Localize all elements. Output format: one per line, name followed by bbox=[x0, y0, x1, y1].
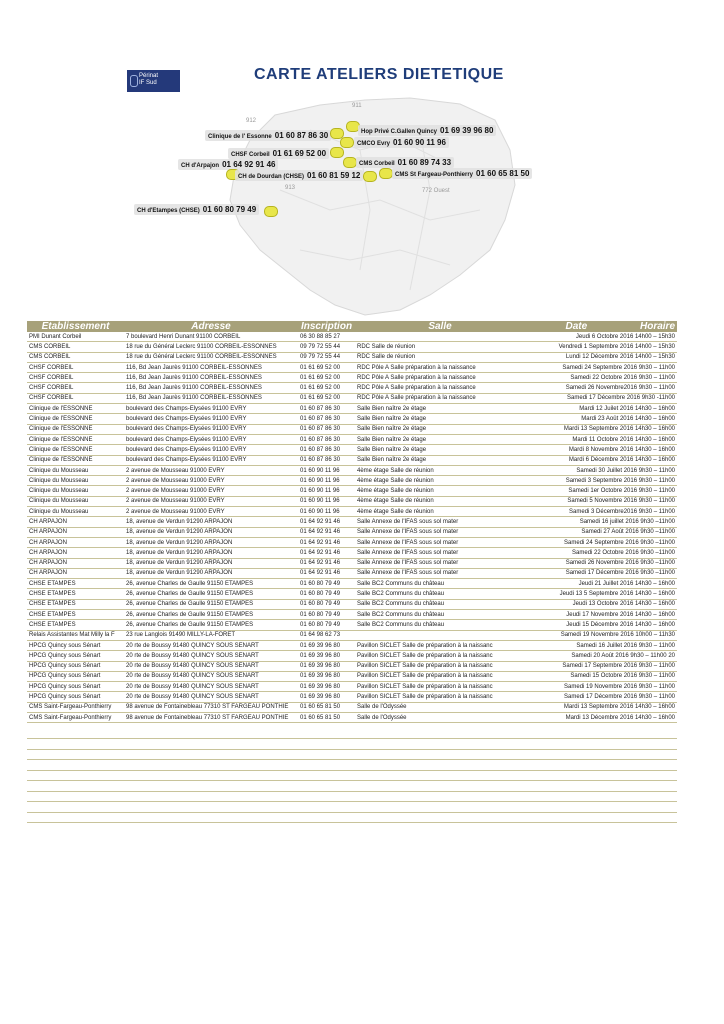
cell-etablissement: CH ARPAJON bbox=[27, 527, 124, 537]
cell-salle: RDC Salle de réunion bbox=[355, 352, 525, 362]
empty-table-line bbox=[27, 749, 677, 750]
cell-salle: Salle BC2 Communs du château bbox=[355, 589, 525, 599]
cell-date-horaire: Samedi 19 Novembre 2016 9h30 – 11h00 bbox=[525, 682, 677, 692]
cell-date-horaire: Samedi 17 Septembre 2016 9h30 – 11h00 bbox=[525, 661, 677, 671]
empty-table-line bbox=[27, 812, 677, 813]
col-header-date: Date bbox=[565, 321, 588, 332]
cell-date-horaire: Mardi 8 Novembre 2016 14h30 – 16h00 bbox=[525, 445, 677, 455]
cell-salle: RDC Pôle A Salle préparation à la naissance bbox=[355, 362, 525, 372]
cell-salle: Salle Annexe de l'IFAS sous sol mater bbox=[355, 568, 525, 578]
cell-date-horaire: Mardi 13 Septembre 2016 14h30 – 16h00 bbox=[525, 424, 677, 434]
cell-salle: Salle Annexe de l'IFAS sous sol mater bbox=[355, 558, 525, 568]
cell-inscription: 01 64 92 91 46 bbox=[298, 568, 355, 578]
location-dot-icon bbox=[264, 206, 278, 217]
cell-etablissement: Clinique du Mousseau bbox=[27, 496, 124, 506]
cell-adresse: 116, Bd Jean Jaurès 91100 CORBEIL-ESSONNES bbox=[124, 383, 298, 393]
cell-etablissement: CH ARPAJON bbox=[27, 568, 124, 578]
table-row bbox=[27, 558, 677, 568]
cell-etablissement: HPCG Quincy sous Sénart bbox=[27, 661, 124, 671]
table-row bbox=[27, 702, 677, 712]
cell-adresse: boulevard des Champs-Elysées 91100 EVRY bbox=[124, 434, 298, 444]
table-row bbox=[27, 434, 677, 444]
cell-salle: 4ème étage Salle de réunion bbox=[355, 496, 525, 506]
cell-date-horaire: Samedi 1er Octobre 2016 9h30 – 11h00 bbox=[525, 486, 677, 496]
cell-adresse: 18 rue du Général Leclerc 91100 CORBEIL-ESSONNES bbox=[124, 342, 298, 352]
cell-etablissement: CHSF CORBEIL bbox=[27, 373, 124, 383]
map-label: CMS Corbeil 01 60 89 74 33 bbox=[356, 157, 454, 168]
cell-etablissement: CMS CORBEIL bbox=[27, 342, 124, 352]
cell-date-horaire: Samedi 17 Décembre 2016 9h30 – 11h00 bbox=[525, 692, 677, 702]
cell-etablissement: Clinique du Mousseau bbox=[27, 465, 124, 475]
cell-date-horaire: Samedi 26 Novembre2016 9h30 – 11h00 bbox=[525, 383, 677, 393]
cell-salle: Salle Annexe de l'IFAS sous sol mater bbox=[355, 527, 525, 537]
cell-etablissement: Clinique de l'ESSONNE bbox=[27, 424, 124, 434]
table-row bbox=[27, 476, 677, 486]
cell-adresse: 2 avenue de Mousseau 91000 EVRY bbox=[124, 507, 298, 517]
cell-adresse: 20 rte de Boussy 91480 QUINCY SOUS SENART bbox=[124, 682, 298, 692]
page-title: CARTE ATELIERS DIETETIQUE bbox=[254, 66, 504, 83]
table-row bbox=[27, 640, 677, 650]
cell-inscription: 01 69 39 96 80 bbox=[298, 651, 355, 661]
cell-adresse: 2 avenue de Mousseau 91000 EVRY bbox=[124, 465, 298, 475]
cell-inscription: 01 64 92 91 46 bbox=[298, 527, 355, 537]
cell-salle: 4ème étage Salle de réunion bbox=[355, 476, 525, 486]
table-row bbox=[27, 568, 677, 578]
cell-etablissement: CMS Saint-Fargeau-Ponthierry bbox=[27, 702, 124, 712]
table-row bbox=[27, 589, 677, 599]
cell-etablissement: HPCG Quincy sous Sénart bbox=[27, 692, 124, 702]
cell-date-horaire: Jeudi 6 Octobre 2016 14h00 – 15h30 bbox=[525, 332, 677, 342]
cell-inscription: 01 69 39 96 80 bbox=[298, 640, 355, 650]
cell-salle: Pavillon SICLET Salle de préparation à la naissanc bbox=[355, 682, 525, 692]
col-header-salle: Salle bbox=[355, 321, 525, 332]
cell-adresse: 7 boulevard Henri Dunant 91100 CORBEIL bbox=[124, 332, 298, 342]
cell-adresse: boulevard des Champs-Elysées 91100 EVRY bbox=[124, 424, 298, 434]
cell-date-horaire: Samedi 20 Août 2016 9h30 – 11h00 20 bbox=[525, 651, 677, 661]
cell-salle: Salle Annexe de l'IFAS sous sol mater bbox=[355, 537, 525, 547]
cell-date-horaire: Samedi 3 Septembre 2016 9h30 – 11h00 bbox=[525, 476, 677, 486]
dept-label: 772 Ouest bbox=[422, 188, 450, 194]
cell-adresse: 116, Bd Jean Jaurès 91100 CORBEIL-ESSONNES bbox=[124, 362, 298, 372]
cell-date-horaire: Jeudi 13 5 Septembre 2016 14h30 – 16h00 bbox=[525, 589, 677, 599]
cell-adresse: 26, avenue Charles de Gaulle 91150 ETAMPES bbox=[124, 599, 298, 609]
cell-adresse: boulevard des Champs-Elysées 91100 EVRY bbox=[124, 404, 298, 414]
cell-etablissement: HPCG Quincy sous Sénart bbox=[27, 651, 124, 661]
cell-adresse: 18 rue du Général Leclerc 91100 CORBEIL-ESSONNES bbox=[124, 352, 298, 362]
cell-salle: RDC Pôle A Salle préparation à la naissance bbox=[355, 393, 525, 403]
cell-date-horaire: Samedi 5 Novembre 2016 9h30 – 11h00 bbox=[525, 496, 677, 506]
col-header-horaire: Horaire bbox=[639, 321, 675, 332]
cell-salle bbox=[355, 630, 525, 640]
cell-adresse: 116, Bd Jean Jaurès 91100 CORBEIL-ESSONNES bbox=[124, 373, 298, 383]
cell-adresse: 98 avenue de Fontainebleau 77310 ST FARGEAU PONTHIE bbox=[124, 702, 298, 712]
cell-adresse: 26, avenue Charles de Gaulle 91150 ETAMPES bbox=[124, 610, 298, 620]
cell-salle: Pavillon SICLET Salle de préparation à la naissanc bbox=[355, 640, 525, 650]
cell-salle: Salle Bien naître 2e étage bbox=[355, 414, 525, 424]
cell-inscription: 01 60 87 86 30 bbox=[298, 424, 355, 434]
empty-table-line bbox=[27, 822, 677, 823]
cell-inscription: 01 64 92 91 46 bbox=[298, 558, 355, 568]
cell-inscription: 01 64 92 91 46 bbox=[298, 517, 355, 527]
table-row bbox=[27, 651, 677, 661]
table-row bbox=[27, 424, 677, 434]
location-dot-icon bbox=[363, 171, 377, 182]
cell-etablissement: CH ARPAJON bbox=[27, 548, 124, 558]
cell-salle: Salle Bien naître 2e étage bbox=[355, 424, 525, 434]
cell-etablissement: CHSE ETAMPES bbox=[27, 599, 124, 609]
cell-adresse: 26, avenue Charles de Gaulle 91150 ETAMPES bbox=[124, 579, 298, 589]
empty-table-line bbox=[27, 801, 677, 802]
table-row bbox=[27, 548, 677, 558]
cell-date-horaire: Samedi 17 Décembre 2016 9h30 –11h00 bbox=[525, 568, 677, 578]
col-header-date-horaire bbox=[525, 321, 677, 332]
cell-inscription: 01 64 92 91 46 bbox=[298, 537, 355, 547]
cell-adresse: 18, avenue de Verdun 91290 ARPAJON bbox=[124, 537, 298, 547]
cell-salle: RDC Pôle A Salle préparation à la naissance bbox=[355, 383, 525, 393]
cell-etablissement: Clinique de l'ESSONNE bbox=[27, 455, 124, 465]
cell-salle: Salle Bien naître 2e étage bbox=[355, 434, 525, 444]
table-row bbox=[27, 599, 677, 609]
cell-adresse: 98 avenue de Fontainebleau 77310 ST FARGEAU PONTHIE bbox=[124, 712, 298, 722]
cell-etablissement: CMS CORBEIL bbox=[27, 352, 124, 362]
cell-etablissement: Clinique du Mousseau bbox=[27, 486, 124, 496]
table-row bbox=[27, 352, 677, 362]
cell-salle: Salle BC2 Communs du château bbox=[355, 599, 525, 609]
cell-etablissement: Clinique de l'ESSONNE bbox=[27, 414, 124, 424]
table-row bbox=[27, 465, 677, 475]
cell-date-horaire: Samedi 24 Septembre 2016 9h30 – 11h00 bbox=[525, 362, 677, 372]
cell-inscription: 01 64 92 91 46 bbox=[298, 548, 355, 558]
cell-salle: 4ème étage Salle de réunion bbox=[355, 465, 525, 475]
logo-mark-icon bbox=[130, 75, 138, 87]
cell-date-horaire: Mardi 12 Juilet 2016 14h30 – 16h00 bbox=[525, 404, 677, 414]
cell-date-horaire: Samedi 27 Août 2016 9h30 –11h00 bbox=[525, 527, 677, 537]
cell-adresse: 18, avenue de Verdun 91290 ARPAJON bbox=[124, 558, 298, 568]
map-label: CHSF Corbeil 01 61 69 52 00 bbox=[228, 148, 329, 159]
cell-etablissement: CHSE ETAMPES bbox=[27, 610, 124, 620]
empty-table-line bbox=[27, 738, 677, 739]
table-row bbox=[27, 537, 677, 547]
cell-inscription: 01 60 65 81 50 bbox=[298, 712, 355, 722]
cell-etablissement: CH ARPAJON bbox=[27, 558, 124, 568]
cell-etablissement: Relais Assistantes Mat Milly la F bbox=[27, 630, 124, 640]
cell-salle: Salle Annexe de l'IFAS sous sol mater bbox=[355, 548, 525, 558]
col-header-etablissement: Etablissement bbox=[27, 321, 124, 332]
cell-date-horaire: Samedi 15 Octobre 2016 9h30 – 11h00 bbox=[525, 671, 677, 681]
cell-date-horaire: Mardi 23 Août 2016 14h30 – 16h00 bbox=[525, 414, 677, 424]
location-dot-icon bbox=[340, 137, 354, 148]
cell-inscription: 01 60 80 79 49 bbox=[298, 579, 355, 589]
cell-date-horaire: Samedi 3 Décembre2016 9h30 – 11h00 bbox=[525, 507, 677, 517]
empty-table-line bbox=[27, 759, 677, 760]
cell-date-horaire: Mardi 13 Septembre 2016 14h30 – 16h00 bbox=[525, 702, 677, 712]
cell-etablissement: Clinique de l'ESSONNE bbox=[27, 434, 124, 444]
perinat-logo bbox=[127, 70, 180, 92]
table-row bbox=[27, 486, 677, 496]
cell-inscription: 01 69 39 96 80 bbox=[298, 661, 355, 671]
cell-salle: Salle de l'Odyssée bbox=[355, 712, 525, 722]
cell-inscription: 01 60 90 11 96 bbox=[298, 465, 355, 475]
cell-inscription: 01 60 80 79 49 bbox=[298, 610, 355, 620]
cell-adresse: 18, avenue de Verdun 91290 ARPAJON bbox=[124, 568, 298, 578]
table-row bbox=[27, 373, 677, 383]
cell-date-horaire: Jeudi 17 Novembre 2016 14h30 – 16h00 bbox=[525, 610, 677, 620]
cell-salle: Pavillon SICLET Salle de préparation à la naissanc bbox=[355, 692, 525, 702]
cell-salle: Salle de l'Odyssée bbox=[355, 702, 525, 712]
cell-date-horaire: Jeudi 21 Juillet 2016 14h30 – 16h00 bbox=[525, 579, 677, 589]
cell-adresse: 20 rte de Boussy 91480 QUINCY SOUS SENART bbox=[124, 661, 298, 671]
cell-inscription: 01 61 69 52 00 bbox=[298, 383, 355, 393]
cell-adresse: 18, avenue de Verdun 91290 ARPAJON bbox=[124, 517, 298, 527]
cell-adresse: 20 rte de Boussy 91480 QUINCY SOUS SENART bbox=[124, 671, 298, 681]
cell-etablissement: Clinique de l'ESSONNE bbox=[27, 404, 124, 414]
location-dot-icon bbox=[343, 157, 357, 168]
dept-label: 911 bbox=[352, 103, 362, 109]
cell-etablissement: HPCG Quincy sous Sénart bbox=[27, 640, 124, 650]
table-row bbox=[27, 342, 677, 352]
cell-salle: Salle Annexe de l'IFAS sous sol mater bbox=[355, 517, 525, 527]
cell-adresse: boulevard des Champs-Elysées 91100 EVRY bbox=[124, 445, 298, 455]
cell-date-horaire: Samedi 16 Juillet 2016 9h30 – 11h00 bbox=[525, 640, 677, 650]
table-row bbox=[27, 445, 677, 455]
location-dot-icon bbox=[379, 168, 393, 179]
cell-inscription: 06 30 88 85 27 bbox=[298, 332, 355, 342]
cell-date-horaire: Vendredi 1 Septembre 2016 14h00 – 15h30 bbox=[525, 342, 677, 352]
cell-date-horaire: Jeudi 13 Octobre 2016 14h30 – 16h00 bbox=[525, 599, 677, 609]
cell-etablissement: CHSF CORBEIL bbox=[27, 383, 124, 393]
table-row bbox=[27, 332, 677, 342]
ateliers-table bbox=[27, 321, 677, 723]
cell-etablissement: CHSE ETAMPES bbox=[27, 579, 124, 589]
cell-inscription: 01 60 90 11 96 bbox=[298, 476, 355, 486]
map-label: CMCO Evry 01 60 90 11 96 bbox=[354, 137, 449, 148]
cell-inscription: 01 61 69 52 00 bbox=[298, 362, 355, 372]
table-row bbox=[27, 661, 677, 671]
cell-inscription: 01 60 80 79 49 bbox=[298, 599, 355, 609]
cell-adresse: 18, avenue de Verdun 91290 ARPAJON bbox=[124, 527, 298, 537]
cell-date-horaire: Mardi 6 Décembre 2016 14h30 – 16h00 bbox=[525, 455, 677, 465]
cell-etablissement: HPCG Quincy sous Sénart bbox=[27, 682, 124, 692]
cell-adresse: boulevard des Champs-Elysées 91100 EVRY bbox=[124, 414, 298, 424]
dept-label: 913 bbox=[285, 185, 296, 191]
cell-inscription: 01 61 69 52 00 bbox=[298, 373, 355, 383]
table-row bbox=[27, 620, 677, 630]
table-row bbox=[27, 692, 677, 702]
dept-label: 912 bbox=[246, 118, 257, 124]
cell-salle: Salle Bien naître 2e étage bbox=[355, 445, 525, 455]
cell-adresse: 23 rue Langlois 91490 MILLY-LA-FORET bbox=[124, 630, 298, 640]
cell-salle: Salle BC2 Communs du château bbox=[355, 610, 525, 620]
cell-adresse: 20 rte de Boussy 91480 QUINCY SOUS SENART bbox=[124, 640, 298, 650]
cell-date-horaire: Lundi 12 Décembre 2016 14h00 – 15h30 bbox=[525, 352, 677, 362]
table-row bbox=[27, 610, 677, 620]
cell-inscription: 01 69 39 96 80 bbox=[298, 682, 355, 692]
cell-inscription: 01 60 87 86 30 bbox=[298, 455, 355, 465]
cell-salle bbox=[355, 332, 525, 342]
cell-date-horaire: Samedi 30 Juillet 2016 9h30 – 11h00 bbox=[525, 465, 677, 475]
map-label: Clinique de l' Essonne 01 60 87 86 30 bbox=[205, 130, 331, 141]
cell-date-horaire: Samedi 17 Décembre 2016 9h30 -11h00 bbox=[525, 393, 677, 403]
table-row bbox=[27, 393, 677, 403]
cell-inscription: 01 64 98 62 73 bbox=[298, 630, 355, 640]
map-label: Hop Privé C.Gallen Quincy 01 69 39 96 80 bbox=[358, 125, 496, 136]
table-row bbox=[27, 579, 677, 589]
map-label: CH de Dourdan (CHSE) 01 60 81 59 12 bbox=[235, 170, 363, 181]
cell-adresse: boulevard des Champs-Elysées 91100 EVRY bbox=[124, 455, 298, 465]
cell-date-horaire: Mardi 13 Décembre 2016 14h30 – 16h00 bbox=[525, 712, 677, 722]
cell-adresse: 116, Bd Jean Jaurès 91100 CORBEIL-ESSONNES bbox=[124, 393, 298, 403]
table-row bbox=[27, 507, 677, 517]
cell-date-horaire: Mardi 11 Octobre 2016 14h30 – 16h00 bbox=[525, 434, 677, 444]
cell-etablissement: HPCG Quincy sous Sénart bbox=[27, 671, 124, 681]
cell-salle: 4ème étage Salle de réunion bbox=[355, 507, 525, 517]
cell-adresse: 2 avenue de Mousseau 91000 EVRY bbox=[124, 486, 298, 496]
table-row bbox=[27, 404, 677, 414]
cell-inscription: 01 60 80 79 49 bbox=[298, 589, 355, 599]
table-row bbox=[27, 671, 677, 681]
logo-line1: Périnat bbox=[139, 73, 159, 79]
cell-inscription: 01 60 90 11 96 bbox=[298, 496, 355, 506]
cell-inscription: 09 79 72 55 44 bbox=[298, 342, 355, 352]
logo-line2: IF Sud bbox=[139, 80, 157, 86]
cell-date-horaire: Samedi 22 Octobre 2016 9h30 –11h00 bbox=[525, 548, 677, 558]
cell-salle: Salle BC2 Communs du château bbox=[355, 579, 525, 589]
cell-etablissement: CHSF CORBEIL bbox=[27, 393, 124, 403]
table-row bbox=[27, 455, 677, 465]
table-row bbox=[27, 682, 677, 692]
table-header-row bbox=[27, 321, 677, 332]
cell-etablissement: CMS Saint-Fargeau-Ponthierry bbox=[27, 712, 124, 722]
table-row bbox=[27, 527, 677, 537]
cell-etablissement: CH ARPAJON bbox=[27, 517, 124, 527]
cell-salle: 4ème étage Salle de réunion bbox=[355, 486, 525, 496]
cell-date-horaire: Samedi 22 Octobre 2016 9h30 – 11h00 bbox=[525, 373, 677, 383]
cell-adresse: 20 rte de Boussy 91480 QUINCY SOUS SENART bbox=[124, 651, 298, 661]
cell-inscription: 01 60 87 86 30 bbox=[298, 414, 355, 424]
cell-date-horaire: Samedi 26 Novembre 2016 9h30 –11h00 bbox=[525, 558, 677, 568]
cell-adresse: 20 rte de Boussy 91480 QUINCY SOUS SENART bbox=[124, 692, 298, 702]
cell-inscription: 01 60 87 86 30 bbox=[298, 445, 355, 455]
map-label: CMS St Fargeau-Ponthierry 01 60 65 81 50 bbox=[392, 168, 532, 179]
cell-inscription: 09 79 72 55 44 bbox=[298, 352, 355, 362]
cell-date-horaire: Samedi 24 Septembre 2016 9h30 –11h00 bbox=[525, 537, 677, 547]
cell-inscription: 01 61 69 52 00 bbox=[298, 393, 355, 403]
col-header-adresse: Adresse bbox=[124, 321, 298, 332]
table-row bbox=[27, 630, 677, 640]
cell-inscription: 01 60 90 11 96 bbox=[298, 507, 355, 517]
table-row bbox=[27, 517, 677, 527]
table-row bbox=[27, 712, 677, 722]
cell-adresse: 2 avenue de Mousseau 91000 EVRY bbox=[124, 496, 298, 506]
cell-salle: Pavillon SICLET Salle de préparation à la naissanc bbox=[355, 651, 525, 661]
cell-etablissement: Clinique de l'ESSONNE bbox=[27, 445, 124, 455]
table-row bbox=[27, 414, 677, 424]
col-header-inscription: Inscription bbox=[298, 321, 355, 332]
cell-adresse: 26, avenue Charles de Gaulle 91150 ETAMPES bbox=[124, 589, 298, 599]
cell-inscription: 01 60 65 81 50 bbox=[298, 702, 355, 712]
cell-salle: RDC Salle de réunion bbox=[355, 342, 525, 352]
map-label: CH d'Etampes (CHSE) 01 60 80 79 49 bbox=[134, 204, 259, 215]
empty-table-line bbox=[27, 791, 677, 792]
cell-salle: Salle Bien naître 2e étage bbox=[355, 404, 525, 414]
cell-adresse: 18, avenue de Verdun 91290 ARPAJON bbox=[124, 548, 298, 558]
cell-inscription: 01 60 80 79 49 bbox=[298, 620, 355, 630]
cell-inscription: 01 60 90 11 96 bbox=[298, 486, 355, 496]
cell-inscription: 01 69 39 96 80 bbox=[298, 671, 355, 681]
cell-date-horaire: Jeudi 15 Décembre 2016 14h30 – 16h00 bbox=[525, 620, 677, 630]
cell-date-horaire: Samedi 19 Novembre 2016 10h00 – 11h30 bbox=[525, 630, 677, 640]
cell-salle: Salle Bien naître 2e étage bbox=[355, 455, 525, 465]
cell-adresse: 2 avenue de Mousseau 91000 EVRY bbox=[124, 476, 298, 486]
table-row bbox=[27, 362, 677, 372]
cell-adresse: 26, avenue Charles de Gaulle 91150 ETAMPES bbox=[124, 620, 298, 630]
map-label: CH d'Arpajon 01 64 92 91 46 bbox=[178, 159, 278, 170]
location-dot-icon bbox=[330, 147, 344, 158]
cell-salle: Salle BC2 Communs du château bbox=[355, 620, 525, 630]
cell-etablissement: Clinique du Mousseau bbox=[27, 476, 124, 486]
cell-date-horaire: Samedi 16 juillet 2016 9h30 –11h00 bbox=[525, 517, 677, 527]
cell-etablissement: CHSE ETAMPES bbox=[27, 620, 124, 630]
cell-inscription: 01 60 87 86 30 bbox=[298, 404, 355, 414]
empty-table-line bbox=[27, 780, 677, 781]
cell-etablissement: CHSF CORBEIL bbox=[27, 362, 124, 372]
empty-table-line bbox=[27, 770, 677, 771]
cell-inscription: 01 60 87 86 30 bbox=[298, 434, 355, 444]
cell-etablissement: PMI Dunant Corbeil bbox=[27, 332, 124, 342]
cell-inscription: 01 69 39 96 80 bbox=[298, 692, 355, 702]
cell-etablissement: Clinique du Mousseau bbox=[27, 507, 124, 517]
cell-etablissement: CH ARPAJON bbox=[27, 537, 124, 547]
cell-salle: RDC Pôle A Salle préparation à la naissance bbox=[355, 373, 525, 383]
table-row bbox=[27, 383, 677, 393]
cell-salle: Pavillon SICLET Salle de préparation à la naissanc bbox=[355, 661, 525, 671]
cell-etablissement: CHSE ETAMPES bbox=[27, 589, 124, 599]
cell-salle: Pavillon SICLET Salle de préparation à la naissanc bbox=[355, 671, 525, 681]
essonne-map bbox=[137, 90, 530, 320]
table-row bbox=[27, 496, 677, 506]
